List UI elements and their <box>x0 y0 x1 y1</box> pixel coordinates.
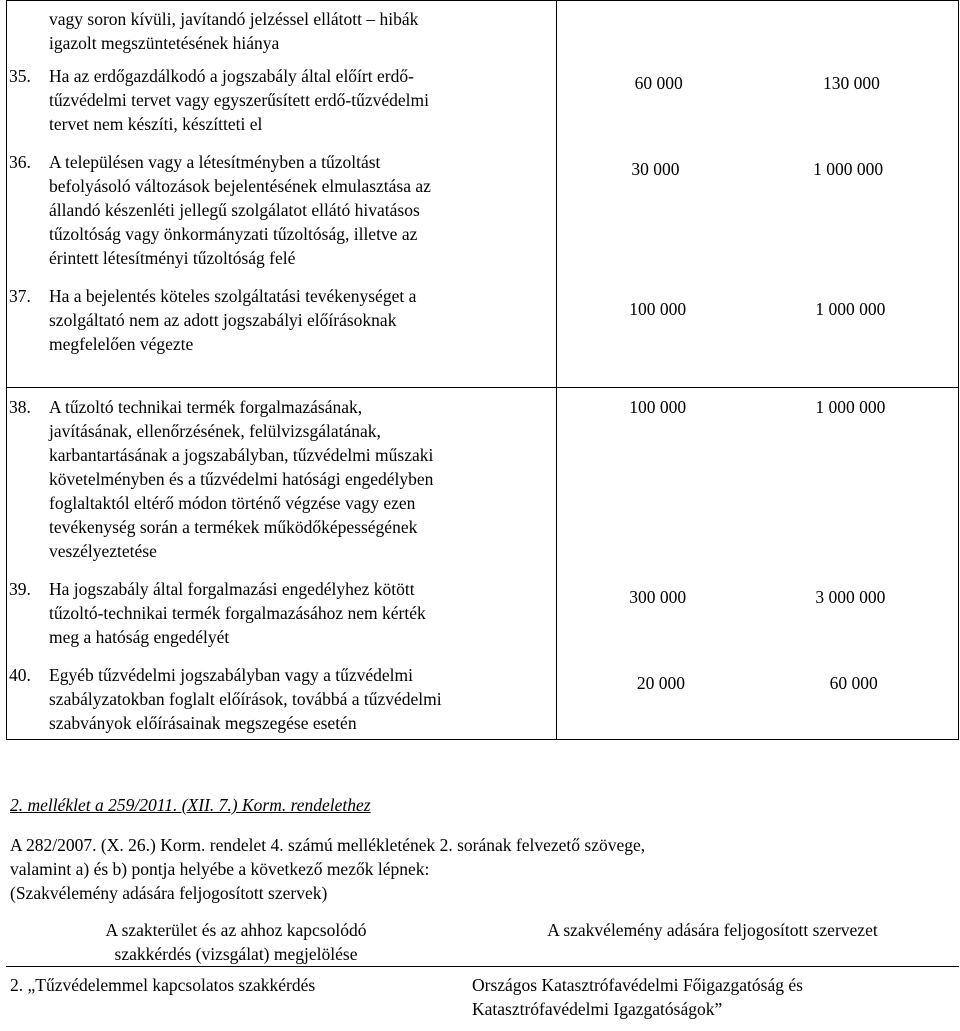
text-line: szolgáltató nem az adott jogszabályi előírásoknak <box>49 310 397 330</box>
max-amount: 1 000 000 <box>813 159 884 179</box>
row-text <box>49 150 556 270</box>
annex-heading: 2. melléklet a 259/2011. (XII. 7.) Korm. rendelethez <box>10 795 371 815</box>
description-cell <box>7 388 557 740</box>
text-line: Ha az erdőgazdálkodó a jogszabály által előírt erdő- <box>49 66 414 86</box>
text-line: igazolt megszüntetésének hiánya <box>49 33 280 53</box>
amount-pair <box>557 71 958 95</box>
amount-cell <box>556 388 958 740</box>
amount-pair <box>557 671 958 695</box>
text-line: tevékenység során a termékek működőképességének <box>49 517 418 537</box>
table-row <box>7 388 959 740</box>
min-amount: 100 000 <box>629 397 687 417</box>
text-line: szabványok előírásainak megszegése esetén <box>49 713 357 733</box>
amount-pair <box>557 585 958 609</box>
text-line: tűzvédelmi tervet vagy egyszerűsített erdő-tűzvédelmi <box>49 90 429 110</box>
row-text <box>49 284 556 356</box>
text-line: A 282/2007. (X. 26.) Korm. rendelet 4. számú mellékletének 2. sorának felvezető szövege, <box>10 835 646 855</box>
row-number: 38. <box>9 397 31 417</box>
text-line: A településen vagy a létesítményben a tűzoltást <box>49 152 381 172</box>
description-cell <box>7 1 557 388</box>
text-line: Ha jogszabály által forgalmazási engedélyhez kötött <box>49 579 415 599</box>
text-line: A szakterület és az ahhoz kapcsolódó <box>105 920 367 940</box>
text-line: tervet nem készíti, készítteti el <box>49 114 263 134</box>
row-text <box>49 7 556 55</box>
min-amount: 60 000 <box>634 73 683 93</box>
min-amount: 20 000 <box>636 673 685 693</box>
text-line: megfelelően végezte <box>49 334 194 354</box>
table-row <box>7 1 959 388</box>
row-number: 37. <box>9 286 31 306</box>
text-line: szakkérdés (vizsgálat) megjelölése <box>114 944 358 964</box>
amount-pair <box>557 395 958 419</box>
row-number: 35. <box>9 66 31 86</box>
row-text <box>49 64 556 136</box>
intro-text <box>10 833 645 905</box>
fine-table <box>6 0 959 740</box>
text-line: tűzoltóság vagy önkormányzati tűzoltóság, illetve az <box>49 224 418 244</box>
amount-cell <box>556 1 958 388</box>
text-line: érintett létesítményi tűzoltóság felé <box>49 248 296 268</box>
text-line: javításának, ellenőrzésének, felülvizsgálatának, <box>49 421 381 441</box>
header-right: A szakvélemény adására feljogosított szervezet <box>547 920 878 940</box>
min-amount: 100 000 <box>629 299 687 319</box>
text-line: állandó készenléti jellegű szolgálatot ellátó hivatásos <box>49 200 420 220</box>
max-amount: 130 000 <box>823 73 880 93</box>
row-number: 40. <box>9 665 31 685</box>
text-line: foglaltaktól eltérő módon történő végzése vagy ezen <box>49 493 416 513</box>
max-amount: 3 000 000 <box>815 587 886 607</box>
amount-pair <box>557 157 958 181</box>
row-text <box>49 577 556 649</box>
header-left <box>6 918 466 967</box>
text-line: követelményben és a tűzvédelmi hatósági engedélyben <box>49 469 434 489</box>
row-text <box>49 395 556 563</box>
row-text <box>49 663 556 735</box>
row-left: 2. „Tűzvédelemmel kapcsolatos szakkérdés <box>6 967 466 1022</box>
min-amount: 30 000 <box>631 159 680 179</box>
max-amount: 1 000 000 <box>815 397 886 417</box>
text-line: (Szakvélemény adására feljogosított szervek) <box>10 883 328 903</box>
table-header-row <box>6 918 959 967</box>
authority-table <box>6 918 959 1021</box>
text-line: Országos Katasztrófavédelmi Főigazgatóság és <box>472 975 803 995</box>
row-number: 36. <box>9 152 31 172</box>
text-line: Ha a bejelentés köteles szolgáltatási tevékenységet a <box>49 286 417 306</box>
max-amount: 1 000 000 <box>815 299 886 319</box>
text-line: tűzoltó-technikai termék forgalmazásához nem kérték <box>49 603 426 623</box>
text-line: karbantartásának a jogszabályban, tűzvédelmi műszaki <box>49 445 434 465</box>
text-line: valamint a) és b) pontja helyébe a következő mezők lépnek: <box>10 859 430 879</box>
row-number: 39. <box>9 579 31 599</box>
amount-pair <box>557 297 958 321</box>
min-amount: 300 000 <box>629 587 687 607</box>
text-line: A tűzoltó technikai termék forgalmazásának, <box>49 397 363 417</box>
text-line: veszélyeztetése <box>49 541 157 561</box>
text-line: vagy soron kívüli, javítandó jelzéssel ellátott – hibák <box>49 9 419 29</box>
text-line: szabályzatokban foglalt előírások, továbbá a tűzvédelmi <box>49 689 442 709</box>
row-number <box>7 7 49 55</box>
text-line: Katasztrófavédelmi Igazgatóságok” <box>472 999 723 1019</box>
table-row <box>6 967 959 1022</box>
row-right <box>466 967 959 1022</box>
text-line: befolyásoló változások bejelentésének elmulasztása az <box>49 176 431 196</box>
text-line: meg a hatóság engedélyét <box>49 627 230 647</box>
max-amount: 60 000 <box>829 673 878 693</box>
text-line: Egyéb tűzvédelmi jogszabályban vagy a tűzvédelmi <box>49 665 413 685</box>
